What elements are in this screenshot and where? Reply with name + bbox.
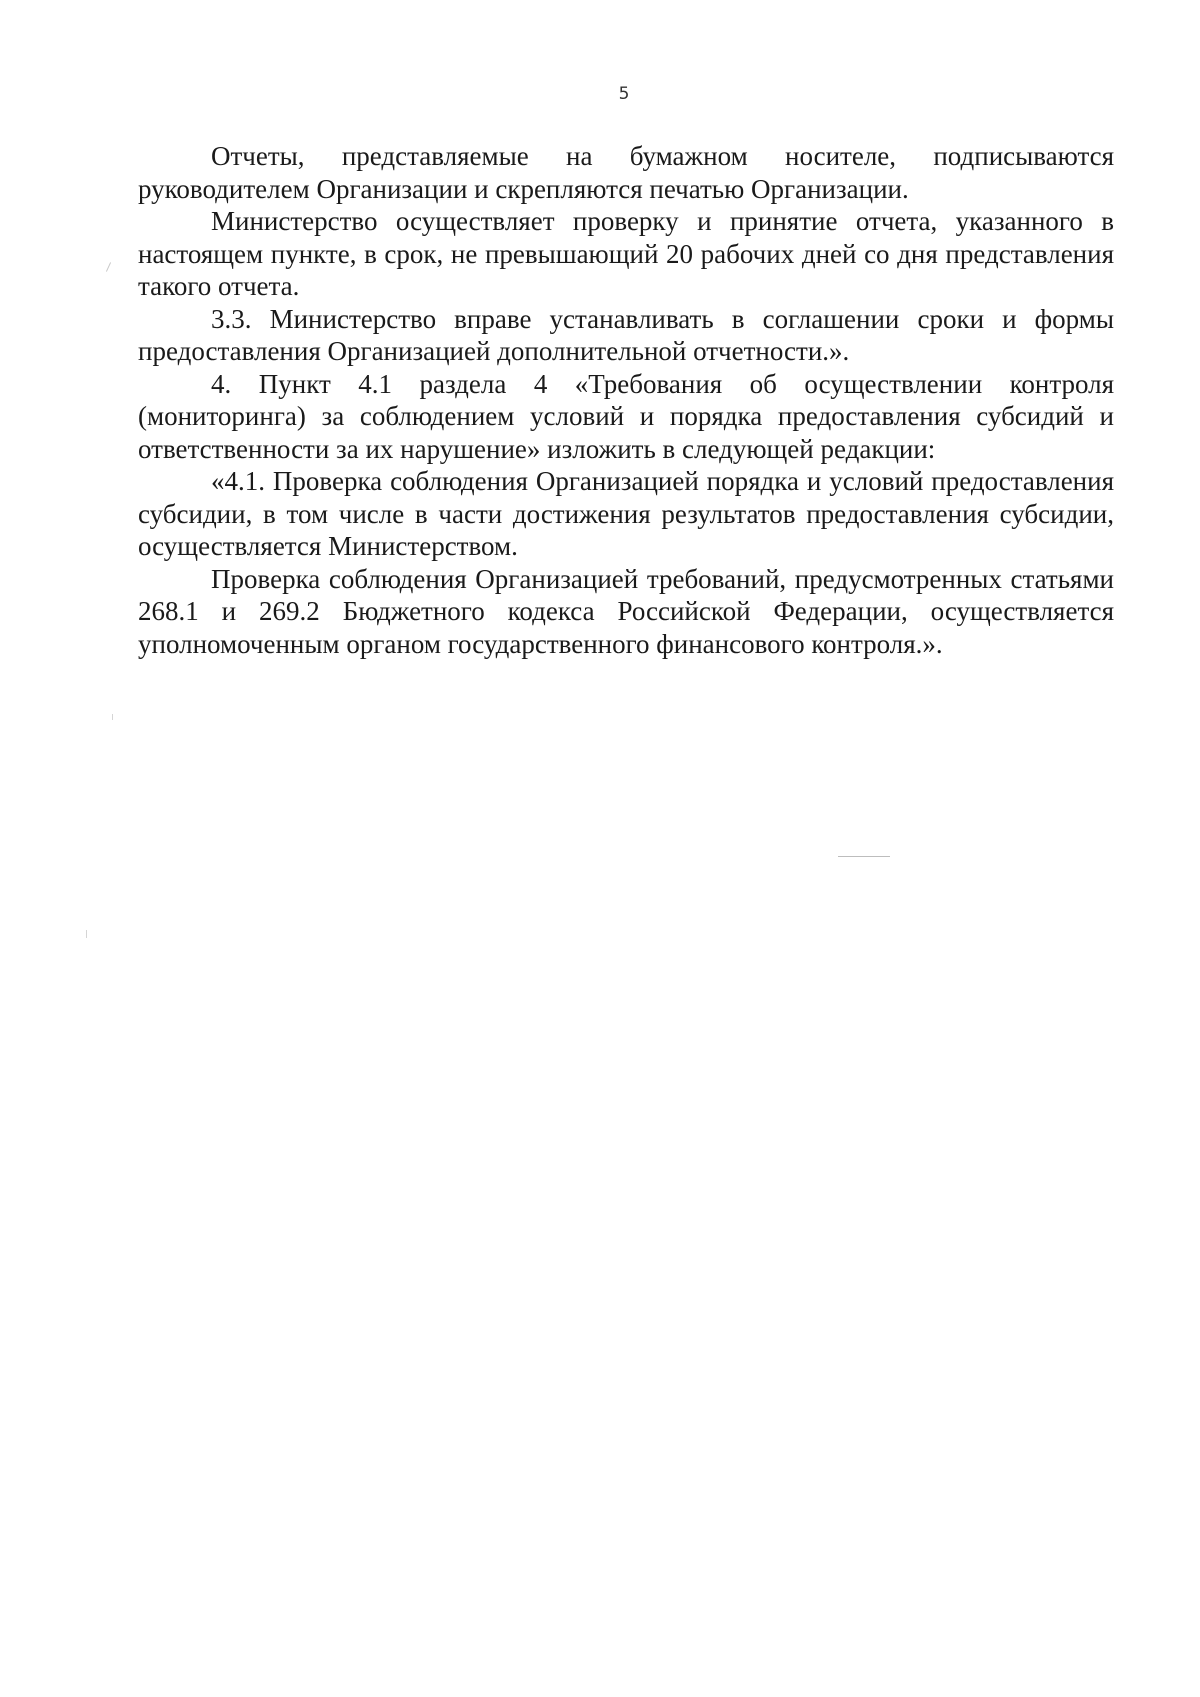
- paragraph-4-1: «4.1. Проверка соблюдения Организацией порядка и условий предоставления субсидии, в том числе в части достижения результатов предоставления субсидии, осуществляется Министерством.: [138, 466, 1114, 561]
- document-body: [138, 140, 1114, 660]
- paragraph-financial-control: Проверка соблюдения Организацией требований, предусмотренных статьями 268.1 и 269.2 Бюджетного кодекса Российской Федерации, осуществляется уполномоченным органом государственного финансового контроля.».: [138, 563, 1114, 659]
- paragraph-ministry-check: Министерство осуществляет проверку и принятие отчета, указанного в настоящем пункте, в срок, не превышающий 20 рабочих дней со дня представления такого отчета.: [138, 206, 1114, 301]
- scan-artifact-dot: [112, 714, 113, 720]
- scan-artifact-tick: [106, 262, 111, 271]
- paragraph-reports-signing: Отчеты, представляемые на бумажном носителе, подписываются руководителем Организации и скрепляются печатью Организации.: [138, 141, 1114, 204]
- paragraph-3-3: 3.3. Министерство вправе устанавливать в соглашении сроки и формы предоставления Организацией дополнительной отчетности.».: [138, 303, 1114, 366]
- page-number: 5: [618, 84, 630, 104]
- scan-artifact-line: [838, 856, 890, 857]
- scan-artifact-dot: [86, 930, 87, 938]
- paragraph-item-4: 4. Пункт 4.1 раздела 4 «Требования об осуществлении контроля (мониторинга) за соблюдением условий и порядка предоставления субсидий и ответственности за их нарушение» изложить в следующей редакции:: [138, 368, 1114, 464]
